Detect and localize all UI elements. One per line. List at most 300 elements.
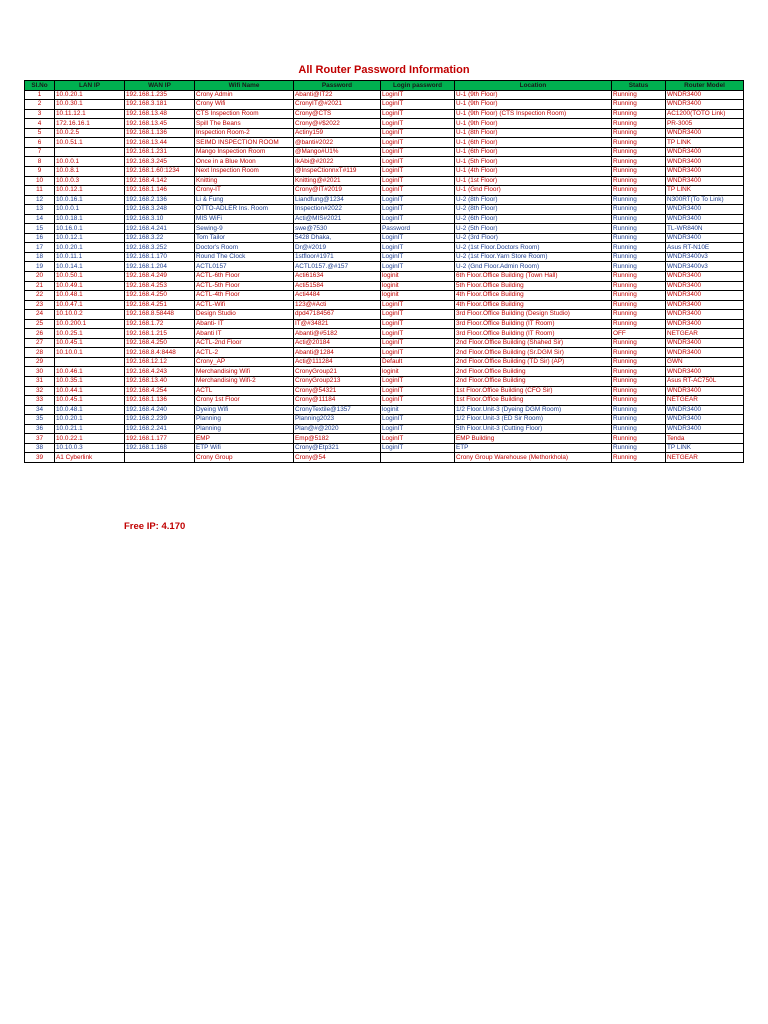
wan-ip-cell: 192.168.13.45 — [125, 119, 195, 129]
router-model-cell: WNDR3400 — [666, 157, 744, 167]
wifi-name-cell: ACTL-2nd Floor — [195, 338, 294, 348]
password-cell: Knitting@#2021 — [294, 176, 381, 186]
router-model-cell: WNDR3400 — [666, 90, 744, 100]
lan-ip-cell: 10.10.0.3 — [55, 443, 125, 453]
location-cell: 2nd Floor.Office Building — [455, 367, 612, 377]
wan-ip-cell: 192.168.1.204 — [125, 262, 195, 272]
status-cell: Running — [612, 434, 666, 444]
wan-ip-cell: 192.168.4.250 — [125, 291, 195, 301]
table-row — [25, 443, 744, 453]
password-cell: Crony@CTS — [294, 109, 381, 119]
lan-ip-cell: 10.0.48.1 — [55, 291, 125, 301]
login-password-cell: LoginIT — [381, 147, 455, 157]
lan-ip-cell: 10.0.46.1 — [55, 367, 125, 377]
lan-ip-cell — [55, 147, 125, 157]
router-model-cell: WNDR3400 — [666, 128, 744, 138]
status-cell: Running — [612, 291, 666, 301]
wan-ip-cell: 192.168.4.250 — [125, 338, 195, 348]
lan-ip-cell: 10.0.12.1 — [55, 233, 125, 243]
wan-ip-cell: 192.168.3.248 — [125, 205, 195, 215]
lan-ip-cell: 10.0.25.1 — [55, 329, 125, 339]
status-cell: Running — [612, 128, 666, 138]
location-cell: U-2 (1st Floor.Yarn Store Room) — [455, 252, 612, 262]
location-cell: U-1 (5th Floor) — [455, 157, 612, 167]
login-password-cell: LoginIT — [381, 243, 455, 253]
password-cell: Crony@54321 — [294, 386, 381, 396]
sl-no-cell: 21 — [25, 281, 55, 291]
router-model-cell: WNDR3400 — [666, 338, 744, 348]
password-cell: Crony@54 — [294, 453, 381, 463]
login-password-cell: LoginIT — [381, 157, 455, 167]
table-row — [25, 300, 744, 310]
location-cell: U-1 (4th Floor) — [455, 166, 612, 176]
login-password-cell: loginit — [381, 281, 455, 291]
wifi-name-cell: Crony 1st Floor — [195, 396, 294, 406]
router-model-cell: N300RT(To To Link) — [666, 195, 744, 205]
sl-no-cell: 35 — [25, 415, 55, 425]
wifi-name-cell: Sewing-9 — [195, 224, 294, 234]
router-model-cell: TP LINK — [666, 138, 744, 148]
login-password-cell: LoginIT — [381, 310, 455, 320]
password-cell: dpd47184567 — [294, 310, 381, 320]
sl-no-cell: 36 — [25, 424, 55, 434]
router-table — [24, 80, 744, 463]
location-cell: U-2 (5th Floor) — [455, 224, 612, 234]
table-row — [25, 100, 744, 110]
wan-ip-cell: 192.168.4.251 — [125, 300, 195, 310]
status-cell: Running — [612, 205, 666, 215]
location-cell: 6th Floor.Office Building (Town Hall) — [455, 271, 612, 281]
lan-ip-cell: 10.0.35.1 — [55, 377, 125, 387]
status-cell: Running — [612, 233, 666, 243]
location-cell: U-2 (1st Floor.Doctors Room) — [455, 243, 612, 253]
column-header-lan-ip: LAN IP — [55, 81, 125, 91]
wan-ip-cell: 192.168.1.60:1234 — [125, 166, 195, 176]
sl-no-cell: 14 — [25, 214, 55, 224]
router-model-cell: WNDR3400 — [666, 205, 744, 215]
password-cell: Acti@111284 — [294, 357, 381, 367]
wifi-name-cell: Dyeing Wifi — [195, 405, 294, 415]
login-password-cell: Default — [381, 357, 455, 367]
table-row — [25, 357, 744, 367]
table-row — [25, 415, 744, 425]
header-row — [25, 81, 744, 91]
router-model-cell: Tenda — [666, 434, 744, 444]
wan-ip-cell: 192.168.2.241 — [125, 424, 195, 434]
sl-no-cell: 3 — [25, 109, 55, 119]
column-header-location: Location — [455, 81, 612, 91]
table-row — [25, 157, 744, 167]
status-cell: Running — [612, 310, 666, 320]
status-cell: Running — [612, 214, 666, 224]
password-cell: Crony@IT#2019 — [294, 186, 381, 196]
wifi-name-cell: Merchandising Wifi-2 — [195, 377, 294, 387]
password-cell: Acti@MIS#2021 — [294, 214, 381, 224]
sl-no-cell: 9 — [25, 166, 55, 176]
status-cell: Running — [612, 319, 666, 329]
lan-ip-cell: 10.0.0.3 — [55, 176, 125, 186]
sl-no-cell: 7 — [25, 147, 55, 157]
location-cell: 2nd Floor.Office Building (Shahed Sir) — [455, 338, 612, 348]
location-cell: U-1 (8th Floor) — [455, 128, 612, 138]
password-cell: CronyIT@#2021 — [294, 100, 381, 110]
sl-no-cell: 25 — [25, 319, 55, 329]
wifi-name-cell: EMP — [195, 434, 294, 444]
sl-no-cell: 6 — [25, 138, 55, 148]
sl-no-cell: 33 — [25, 396, 55, 406]
status-cell: Running — [612, 367, 666, 377]
login-password-cell: LoginIT — [381, 319, 455, 329]
wifi-name-cell: Li & Fung — [195, 195, 294, 205]
location-cell: U-2 (3rd Floor) — [455, 233, 612, 243]
status-cell: Running — [612, 377, 666, 387]
sl-no-cell: 13 — [25, 205, 55, 215]
status-cell: Running — [612, 176, 666, 186]
wan-ip-cell: 192.168.1.72 — [125, 319, 195, 329]
status-cell: Running — [612, 147, 666, 157]
status-cell: Running — [612, 90, 666, 100]
status-cell: Running — [612, 119, 666, 129]
location-cell: U-2 (8th Floor) — [455, 205, 612, 215]
table-row — [25, 319, 744, 329]
lan-ip-cell: 10.0.14.1 — [55, 262, 125, 272]
location-cell: 5th Floor.Unit-3 (Cutting Floor) — [455, 424, 612, 434]
sl-no-cell: 38 — [25, 443, 55, 453]
password-cell: Acti61634 — [294, 271, 381, 281]
router-model-cell: WNDR3400 — [666, 281, 744, 291]
lan-ip-cell: 10.0.18.1 — [55, 214, 125, 224]
table-row — [25, 138, 744, 148]
column-header-router-model: Router Model — [666, 81, 744, 91]
sl-no-cell: 2 — [25, 100, 55, 110]
table-row — [25, 109, 744, 119]
login-password-cell: LoginIT — [381, 109, 455, 119]
column-header-wan-ip: WAN IP — [125, 81, 195, 91]
lan-ip-cell: 10.0.20.1 — [55, 243, 125, 253]
login-password-cell: loginit — [381, 271, 455, 281]
location-cell: 2nd Floor.Office Building (TD Sir) (AP) — [455, 357, 612, 367]
wifi-name-cell: Planning — [195, 424, 294, 434]
lan-ip-cell: 10.10.0.1 — [55, 348, 125, 358]
table-row — [25, 291, 744, 301]
password-cell: swe@7530 — [294, 224, 381, 234]
wifi-name-cell: Crony Group — [195, 453, 294, 463]
password-cell: IT@#34821 — [294, 319, 381, 329]
wifi-name-cell: Mango Inspection Room — [195, 147, 294, 157]
wifi-name-cell: Planning — [195, 415, 294, 425]
lan-ip-cell: 10.0.200.1 — [55, 319, 125, 329]
password-cell: Plan@#@2020 — [294, 424, 381, 434]
sl-no-cell: 11 — [25, 186, 55, 196]
wifi-name-cell: MIS WiFi — [195, 214, 294, 224]
router-model-cell: NETGEAR — [666, 396, 744, 406]
lan-ip-cell: 10.0.0.1 — [55, 157, 125, 167]
password-cell: 123@#Acti — [294, 300, 381, 310]
wifi-name-cell: Spill The Beans — [195, 119, 294, 129]
table-row — [25, 348, 744, 358]
lan-ip-cell: 10.0.16.1 — [55, 195, 125, 205]
wan-ip-cell: 192.168.3.252 — [125, 243, 195, 253]
column-header-password: Password — [294, 81, 381, 91]
lan-ip-cell: A1 Cyberlink — [55, 453, 125, 463]
column-header-status: Status — [612, 81, 666, 91]
sl-no-cell: 22 — [25, 291, 55, 301]
location-cell: U-1 (6th Floor) — [455, 138, 612, 148]
password-cell: CronyTextile@1357 — [294, 405, 381, 415]
password-cell: Acti4484 — [294, 291, 381, 301]
status-cell: Running — [612, 166, 666, 176]
column-header-login-password: Login password — [381, 81, 455, 91]
wifi-name-cell: CTS Inspection Room — [195, 109, 294, 119]
wifi-name-cell: SEIMD INSPECTION ROOM — [195, 138, 294, 148]
location-cell: U-1 (9th Floor) — [455, 90, 612, 100]
login-password-cell: LoginIT — [381, 424, 455, 434]
router-model-cell: WNDR3400 — [666, 424, 744, 434]
wan-ip-cell: 192.168.13.40 — [125, 377, 195, 387]
status-cell: Running — [612, 262, 666, 272]
login-password-cell: LoginIT — [381, 138, 455, 148]
wifi-name-cell: Crony-IT — [195, 186, 294, 196]
status-cell: Running — [612, 109, 666, 119]
status-cell: Running — [612, 405, 666, 415]
lan-ip-cell: 10.0.20.1 — [55, 415, 125, 425]
status-cell: Running — [612, 357, 666, 367]
login-password-cell: LoginIT — [381, 90, 455, 100]
table-row — [25, 310, 744, 320]
login-password-cell: LoginIT — [381, 252, 455, 262]
wifi-name-cell: Doctor's Room — [195, 243, 294, 253]
wifi-name-cell: Knitting — [195, 176, 294, 186]
location-cell: 1st Floor.Office Building (CFO Sir) — [455, 386, 612, 396]
login-password-cell: LoginIT — [381, 119, 455, 129]
table-row — [25, 271, 744, 281]
wifi-name-cell: ACTL0157 — [195, 262, 294, 272]
location-cell: Crony Group Warehouse (Methorkhola) — [455, 453, 612, 463]
login-password-cell: loginit — [381, 367, 455, 377]
wan-ip-cell: 192.168.1.235 — [125, 90, 195, 100]
wifi-name-cell: Once in a Blue Moon — [195, 157, 294, 167]
wifi-name-cell: Crony Wifi — [195, 100, 294, 110]
location-cell: 4th Floor.Office Building — [455, 300, 612, 310]
sl-no-cell: 31 — [25, 377, 55, 387]
router-model-cell: WNDR3400 — [666, 319, 744, 329]
lan-ip-cell: 10.0.20.1 — [55, 90, 125, 100]
status-cell: Running — [612, 100, 666, 110]
sl-no-cell: 8 — [25, 157, 55, 167]
status-cell: Running — [612, 224, 666, 234]
lan-ip-cell: 10.0.8.1 — [55, 166, 125, 176]
lan-ip-cell: 10.0.0.1 — [55, 205, 125, 215]
location-cell: 5th Floor.Office Building — [455, 281, 612, 291]
lan-ip-cell: 10.0.12.1 — [55, 186, 125, 196]
router-model-cell: Asus RT-AC750L — [666, 377, 744, 387]
table-row — [25, 377, 744, 387]
wan-ip-cell: 192.168.4.254 — [125, 386, 195, 396]
password-cell: IkAbi@#2022 — [294, 157, 381, 167]
table-row — [25, 405, 744, 415]
table-row — [25, 453, 744, 463]
wan-ip-cell: 192.168.8.58448 — [125, 310, 195, 320]
table-row — [25, 424, 744, 434]
table-row — [25, 243, 744, 253]
wan-ip-cell: 192.168.1.231 — [125, 147, 195, 157]
wifi-name-cell: ACTL-2 — [195, 348, 294, 358]
status-cell: Running — [612, 300, 666, 310]
lan-ip-cell: 172.16.16.1 — [55, 119, 125, 129]
wifi-name-cell: Round The Clock — [195, 252, 294, 262]
wan-ip-cell: 192.168.1.215 — [125, 329, 195, 339]
lan-ip-cell: 10.0.21.1 — [55, 424, 125, 434]
wifi-name-cell: ACTL-6th Floor — [195, 271, 294, 281]
table-row — [25, 176, 744, 186]
wan-ip-cell: 192.168.3.10 — [125, 214, 195, 224]
table-row — [25, 186, 744, 196]
wifi-name-cell: Crony_AP — [195, 357, 294, 367]
location-cell: U-1 (9th Floor) — [455, 100, 612, 110]
wan-ip-cell: 192.168.1.177 — [125, 434, 195, 444]
router-model-cell: TL-WR840N — [666, 224, 744, 234]
wan-ip-cell: 192.168.13.44 — [125, 138, 195, 148]
login-password-cell: LoginIT — [381, 434, 455, 444]
router-model-cell: WNDR3400 — [666, 367, 744, 377]
sl-no-cell: 28 — [25, 348, 55, 358]
sl-no-cell: 1 — [25, 90, 55, 100]
router-model-cell: PR-3005 — [666, 119, 744, 129]
sl-no-cell: 32 — [25, 386, 55, 396]
table-row — [25, 329, 744, 339]
login-password-cell: LoginIT — [381, 195, 455, 205]
wan-ip-cell: 192.168.4.249 — [125, 271, 195, 281]
login-password-cell: LoginIT — [381, 166, 455, 176]
lan-ip-cell: 10.0.47.1 — [55, 300, 125, 310]
router-model-cell: WNDR3400 — [666, 348, 744, 358]
lan-ip-cell: 10.0.2.5 — [55, 128, 125, 138]
sl-no-cell: 39 — [25, 453, 55, 463]
sl-no-cell: 37 — [25, 434, 55, 444]
location-cell: 1/2 Floor.Unit-3 (ED Sir Room) — [455, 415, 612, 425]
table-row — [25, 367, 744, 377]
login-password-cell: LoginIT — [381, 100, 455, 110]
wan-ip-cell: 192.168.1.146 — [125, 186, 195, 196]
table-row — [25, 166, 744, 176]
password-cell: Abanti@IT22 — [294, 90, 381, 100]
wan-ip-cell: 192.168.4.253 — [125, 281, 195, 291]
free-ip-note: Free IP: 4.170 — [124, 521, 186, 532]
password-cell: 1stfloor#1971 — [294, 252, 381, 262]
login-password-cell: LoginIT — [381, 262, 455, 272]
lan-ip-cell: 10.10.0.2 — [55, 310, 125, 320]
sl-no-cell: 27 — [25, 338, 55, 348]
router-model-cell: WNDR3400 — [666, 166, 744, 176]
password-cell: @InspeCtionnxT#119 — [294, 166, 381, 176]
column-header-sl-no: Sl.No — [25, 81, 55, 91]
wan-ip-cell: 192.168.4.241 — [125, 224, 195, 234]
status-cell: Running — [612, 186, 666, 196]
table-row — [25, 233, 744, 243]
table-row — [25, 252, 744, 262]
login-password-cell: LoginIT — [381, 233, 455, 243]
lan-ip-cell: 10.0.48.1 — [55, 405, 125, 415]
wifi-name-cell: OTTO-ADLER Ins. Room — [195, 205, 294, 215]
status-cell: Running — [612, 424, 666, 434]
status-cell: Running — [612, 157, 666, 167]
wan-ip-cell — [125, 453, 195, 463]
password-cell: ACTL0157.@#157 — [294, 262, 381, 272]
wifi-name-cell: Abanti IT — [195, 329, 294, 339]
wan-ip-cell: 192.168.1.136 — [125, 396, 195, 406]
location-cell: 4th Floor.Office Building — [455, 291, 612, 301]
router-model-cell: WNDR3400 — [666, 310, 744, 320]
router-model-cell: WNDR3400 — [666, 415, 744, 425]
sl-no-cell: 26 — [25, 329, 55, 339]
sl-no-cell: 4 — [25, 119, 55, 129]
login-password-cell: loginit — [381, 291, 455, 301]
wifi-name-cell: Tom Tailor — [195, 233, 294, 243]
status-cell: Running — [612, 271, 666, 281]
router-model-cell: AC1200(TOTO Link) — [666, 109, 744, 119]
password-cell: Acti@20184 — [294, 338, 381, 348]
sl-no-cell: 18 — [25, 252, 55, 262]
status-cell: Running — [612, 138, 666, 148]
wifi-name-cell: Design Studio — [195, 310, 294, 320]
password-cell: Planning2023 — [294, 415, 381, 425]
location-cell: U-2 (6th Floor) — [455, 214, 612, 224]
location-cell: U-1 (9th Floor) (CTS Inspection Room) — [455, 109, 612, 119]
lan-ip-cell: 10.0.49.1 — [55, 281, 125, 291]
wan-ip-cell: 192.168.4.240 — [125, 405, 195, 415]
password-cell: Abanti@1284 — [294, 348, 381, 358]
router-model-cell: TP LINK — [666, 443, 744, 453]
lan-ip-cell — [55, 357, 125, 367]
table-row — [25, 128, 744, 138]
wan-ip-cell: 192.168.4.142 — [125, 176, 195, 186]
login-password-cell: LoginIT — [381, 386, 455, 396]
wan-ip-cell: 192.168.12.12 — [125, 357, 195, 367]
sl-no-cell: 17 — [25, 243, 55, 253]
password-cell: Actiny159 — [294, 128, 381, 138]
location-cell: U-1 (Gnd Floor) — [455, 186, 612, 196]
wan-ip-cell: 192.168.3.181 — [125, 100, 195, 110]
wan-ip-cell: 192.168.1.168 — [125, 443, 195, 453]
location-cell: 3rd Floor.Office Building (IT Room) — [455, 329, 612, 339]
login-password-cell: LoginIT — [381, 443, 455, 453]
password-cell: Acti51584 — [294, 281, 381, 291]
wan-ip-cell: 192.168.1.136 — [125, 128, 195, 138]
sl-no-cell: 5 — [25, 128, 55, 138]
status-cell: OFF — [612, 329, 666, 339]
lan-ip-cell: 10.0.51.1 — [55, 138, 125, 148]
sl-no-cell: 16 — [25, 233, 55, 243]
login-password-cell: LoginIT — [381, 377, 455, 387]
router-model-cell: WNDR3400 — [666, 147, 744, 157]
wan-ip-cell: 192.168.1.170 — [125, 252, 195, 262]
password-cell: Crony@#$2022 — [294, 119, 381, 129]
login-password-cell: LoginIT — [381, 415, 455, 425]
lan-ip-cell: 10.0.11.1 — [55, 252, 125, 262]
wifi-name-cell: ETP Wifi — [195, 443, 294, 453]
table-row — [25, 195, 744, 205]
router-model-cell: NETGEAR — [666, 329, 744, 339]
login-password-cell: LoginIT — [381, 205, 455, 215]
status-cell: Running — [612, 386, 666, 396]
password-cell: @banti#2022 — [294, 138, 381, 148]
status-cell: Running — [612, 415, 666, 425]
login-password-cell: LoginIT — [381, 300, 455, 310]
sl-no-cell: 12 — [25, 195, 55, 205]
lan-ip-cell: 10.0.45.1 — [55, 338, 125, 348]
router-model-cell: WNDR3400v3 — [666, 252, 744, 262]
location-cell: U-1 (6th Floor) — [455, 147, 612, 157]
